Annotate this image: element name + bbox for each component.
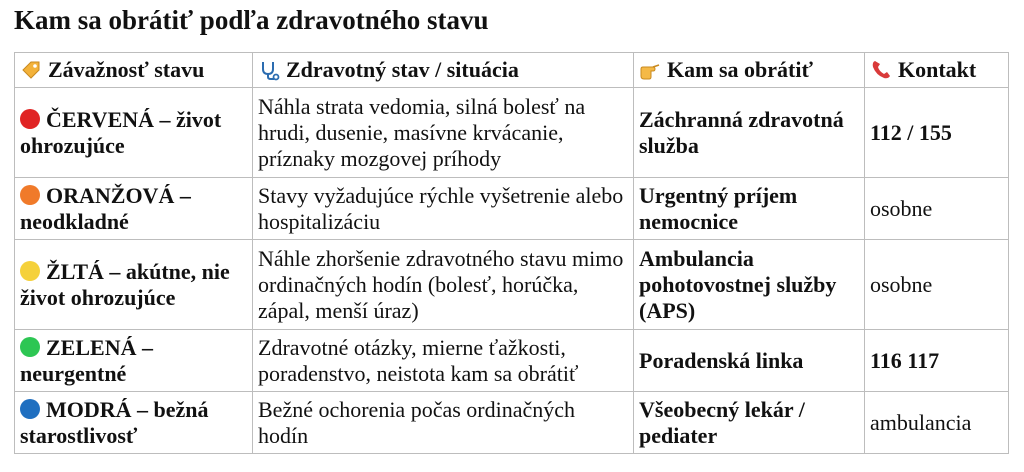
where-cell: Urgentný príjem nemocnice xyxy=(634,178,865,240)
table-row-orange xyxy=(15,178,1009,240)
where-cell: Záchranná zdravotná služba xyxy=(634,88,865,178)
table-row-green xyxy=(15,330,1009,392)
condition-cell: Náhla strata vedomia, silná bolesť na hrudi, dusenie, masívne krvácanie, príznaky mozgovej príhody xyxy=(253,88,634,178)
severity-label: ORANŽOVÁ – neodkladné xyxy=(20,182,191,234)
severity-cell xyxy=(15,392,253,454)
contact-cell: ambulancia xyxy=(865,392,1009,454)
contact-cell: osobne xyxy=(865,240,1009,330)
page-title: Kam sa obrátiť podľa zdravotného stavu xyxy=(14,5,489,35)
severity-label: ČERVENÁ – život ohrozujúce xyxy=(20,106,222,158)
green-dot-icon xyxy=(20,337,40,357)
triage-table xyxy=(14,52,1009,454)
severity-cell xyxy=(15,178,253,240)
severity-cell xyxy=(15,240,253,330)
table-row-yellow xyxy=(15,240,1009,330)
contact-cell: 112 / 155 xyxy=(865,88,1009,178)
severity-label: ŽLTÁ – akútne, nie život ohrozujúce xyxy=(20,258,230,310)
pointing-hand-icon xyxy=(639,59,661,81)
table-row-blue xyxy=(15,392,1009,454)
condition-cell: Náhle zhoršenie zdravotného stavu mimo ordinačných hodín (bolesť, horúčka, zápal, menší úraz) xyxy=(253,240,634,330)
where-cell: Poradenská linka xyxy=(634,330,865,392)
stethoscope-icon xyxy=(258,59,280,81)
where-cell: Všeobecný lekár / pediater xyxy=(634,392,865,454)
blue-dot-icon xyxy=(20,399,40,419)
telephone-icon xyxy=(870,59,892,81)
severity-cell xyxy=(15,88,253,178)
header-severity-label: Závažnosť stavu xyxy=(48,57,205,82)
severity-label: ZELENÁ – neurgentné xyxy=(20,334,153,386)
contact-cell: osobne xyxy=(865,178,1009,240)
where-cell: Ambulancia pohotovostnej služby (APS) xyxy=(634,240,865,330)
header-contact-label: Kontakt xyxy=(898,57,977,82)
severity-label: MODRÁ – bežná starostlivosť xyxy=(20,396,209,448)
table-row-red xyxy=(15,88,1009,178)
header-severity xyxy=(15,53,253,88)
red-dot-icon xyxy=(20,109,40,129)
condition-cell: Bežné ochorenia počas ordinačných hodín xyxy=(253,392,634,454)
condition-cell: Zdravotné otázky, mierne ťažkosti, poradenstvo, neistota kam sa obrátiť xyxy=(253,330,634,392)
header-condition xyxy=(253,53,634,88)
header-where-label: Kam sa obrátiť xyxy=(667,57,813,82)
condition-cell: Stavy vyžadujúce rýchle vyšetrenie alebo hospitalizáciu xyxy=(253,178,634,240)
header-condition-label: Zdravotný stav / situácia xyxy=(286,57,519,82)
header-where xyxy=(634,53,865,88)
orange-dot-icon xyxy=(20,185,40,205)
severity-cell xyxy=(15,330,253,392)
table-header-row xyxy=(15,53,1009,88)
tag-icon xyxy=(20,59,42,81)
contact-cell: 116 117 xyxy=(865,330,1009,392)
header-contact xyxy=(865,53,1009,88)
yellow-dot-icon xyxy=(20,261,40,281)
